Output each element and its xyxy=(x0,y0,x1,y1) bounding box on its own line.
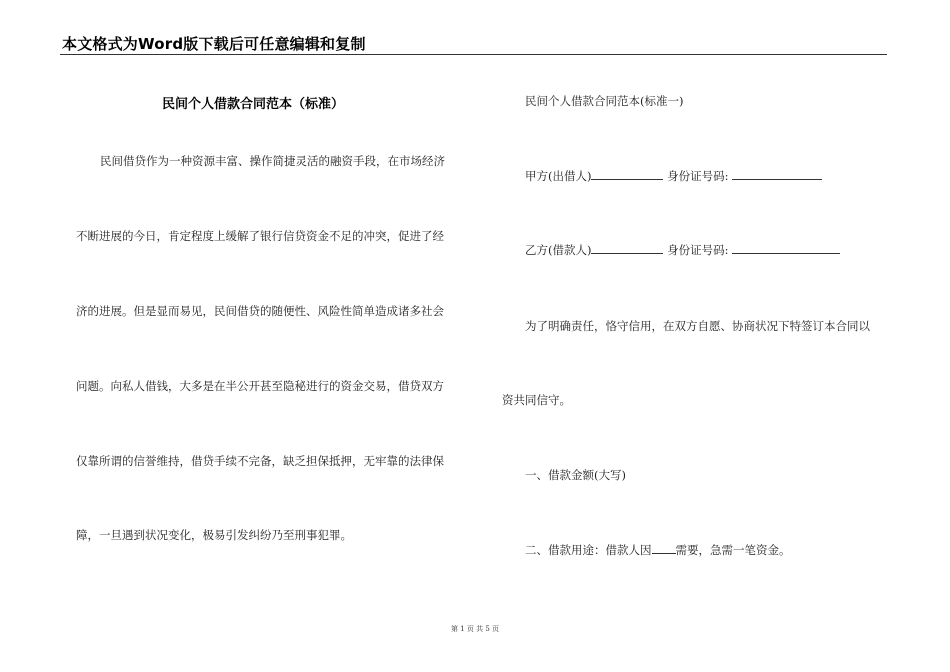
loan-purpose-blank xyxy=(652,542,676,554)
clause2-suffix: 需要，急需一笔资金。 xyxy=(675,543,791,557)
party-a-id-label: 身份证号码: xyxy=(667,169,729,183)
page-footer: 第 1 页 共 5 页 xyxy=(450,625,500,633)
paragraph-line: 不断进展的今日，肯定程度上缓解了银行信贷资金不足的冲突，促进了经 xyxy=(76,229,444,243)
clause-loan-amount: 一、借款金额(大写) xyxy=(525,468,626,482)
header-divider xyxy=(60,54,887,55)
preamble-line: 资共同信守。 xyxy=(502,393,571,407)
party-b-row xyxy=(525,242,840,258)
party-b-id-blank xyxy=(732,242,840,254)
paragraph-line: 仅靠所谓的信誉维持，借贷手续不完备，缺乏担保抵押，无牢靠的法律保 xyxy=(76,454,444,468)
party-a-id-blank xyxy=(732,168,822,180)
party-a-name-blank xyxy=(591,168,663,180)
party-a-label: 甲方(出借人) xyxy=(525,169,592,183)
paragraph-line: 民间借贷作为一种资源丰富、操作简捷灵活的融资手段，在市场经济 xyxy=(100,154,445,168)
left-column-title: 民间个人借款合同范本（标准） xyxy=(162,97,345,112)
party-a-row xyxy=(525,168,822,184)
party-b-id-label: 身份证号码: xyxy=(667,243,729,257)
paragraph-line: 障，一旦遇到状况变化，极易引发纠纷乃至刑事犯罪。 xyxy=(76,528,352,542)
paragraph-line: 济的进展。但是显而易见，民间借贷的随便性、风险性简单造成诸多社会 xyxy=(76,304,444,318)
document-header-title: 本文格式为Word版下载后可任意编辑和复制 xyxy=(62,35,366,53)
paragraph-line: 问题。向私人借钱，大多是在半公开甚至隐秘进行的资金交易，借贷双方 xyxy=(76,379,444,393)
contract-title: 民间个人借款合同范本(标准一) xyxy=(525,94,684,108)
preamble-line: 为了明确责任，恪守信用，在双方自愿、协商状况下特签订本合同以 xyxy=(525,319,870,333)
clause2-prefix: 二、借款用途：借款人因 xyxy=(525,543,652,557)
clause-loan-purpose xyxy=(525,542,791,558)
party-b-name-blank xyxy=(591,242,663,254)
party-b-label: 乙方(借款人) xyxy=(525,243,592,257)
